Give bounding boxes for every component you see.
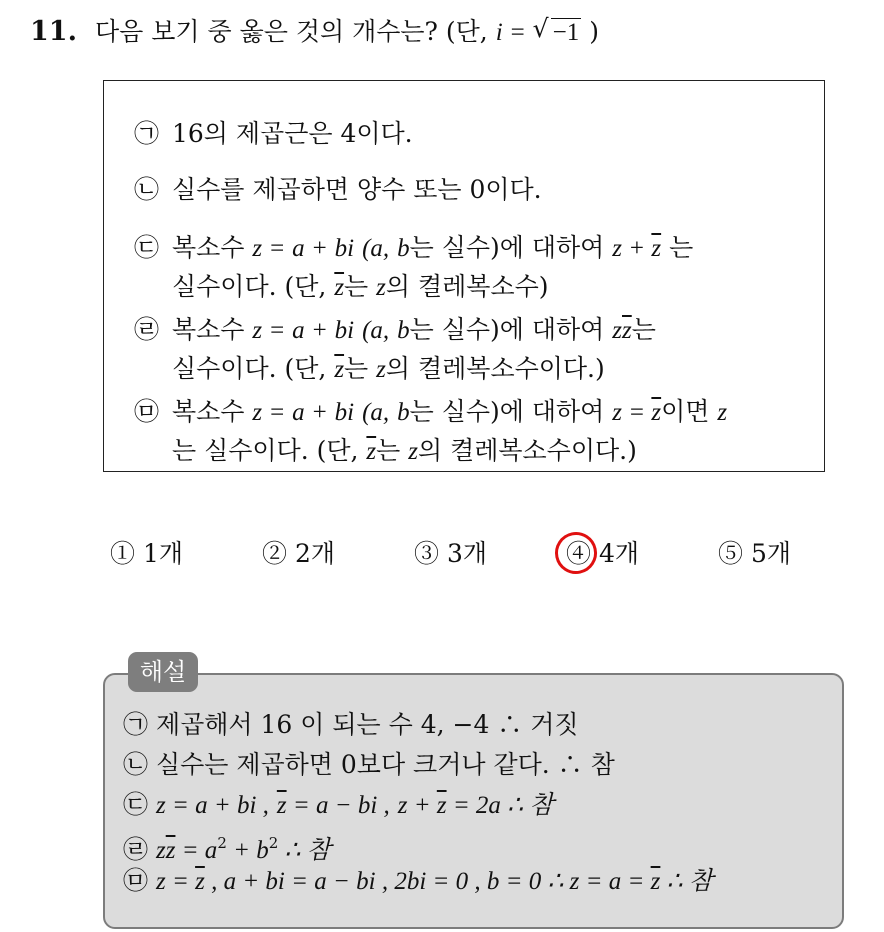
statement-text: 는 실수이다. (단,: [172, 436, 359, 465]
solution-math: , a + bi = a − bi , 2bi = 0 , b = 0 ∴ z = a =: [204, 868, 651, 895]
z-conjugate: $\overline{z}$: [366, 438, 377, 465]
statement-text: 는 실수)에 대하여: [409, 233, 605, 262]
plus-sign: +: [312, 399, 327, 426]
solution-tag: 해설: [128, 652, 198, 692]
statement-mark: ㉡: [134, 175, 160, 204]
var-bi: bi: [334, 235, 355, 262]
statement-text: 는: [669, 233, 694, 262]
solution-box: [103, 673, 844, 929]
solution-math: = a: [175, 837, 218, 864]
question-text: 다음 보기 중 옳은 것의 개수는? (단,: [94, 17, 488, 46]
statement-text: 는 실수)에 대하여: [409, 397, 605, 426]
statements-box: [103, 80, 825, 472]
choice-2[interactable]: ② 2개: [262, 539, 336, 568]
var-z: z: [717, 399, 728, 426]
solution-math: z =: [155, 868, 196, 895]
var-z: z: [376, 356, 386, 383]
statement-4: [134, 311, 656, 389]
solution-line-5: [123, 863, 713, 900]
statement-text: 실수이다. (단,: [172, 272, 327, 301]
var-z: z: [376, 274, 386, 301]
paren-a: (a,: [362, 235, 390, 262]
solution-mark: ㉢: [123, 790, 149, 819]
var-z: z: [252, 317, 263, 344]
z-conjugate: $\overline{z}$: [622, 317, 632, 344]
z-conjugate: $\overline{z}$: [651, 399, 662, 426]
statement-text: 복소수: [172, 397, 245, 426]
var-z: z: [252, 399, 263, 426]
paren-a: (a,: [362, 399, 390, 426]
solution-mark: ㉤: [123, 866, 149, 895]
var-b: b: [397, 235, 410, 262]
statement-text: 복소수: [172, 233, 245, 262]
var-z: z: [155, 837, 166, 864]
z-conjugate: $\overline{z}$: [276, 792, 287, 819]
statement-text: 이면: [661, 397, 710, 426]
z-conjugate: $\overline{z}$: [650, 868, 661, 895]
paren-a: (a,: [362, 317, 390, 344]
z-conjugate: $\overline{z}$: [334, 274, 345, 301]
z-conjugate: $\overline{z}$: [195, 868, 205, 895]
radical-sign: √: [532, 14, 549, 43]
choice-3[interactable]: ③ 3개: [414, 539, 488, 568]
var-a: a: [292, 235, 305, 262]
solution-line-1: ㉠ 제곱해서 16 이 되는 수 4, −4 ∴ 거짓: [123, 710, 579, 739]
eq-sign: =: [270, 317, 285, 344]
statement-text: 복소수: [172, 315, 245, 344]
statement-mark: ㉢: [134, 233, 160, 262]
solution-math: = a − bi ,: [286, 792, 390, 819]
statement-text: 의 켤레복소수): [385, 272, 549, 301]
statement-text: 는 실수)에 대하여: [409, 315, 605, 344]
var-bi: bi: [334, 399, 355, 426]
z-equals: z =: [612, 399, 652, 426]
statement-text: 의 켤레복소수이다.): [417, 436, 637, 465]
statement-text: 실수이다. (단,: [172, 354, 327, 383]
solution-math: ∴ 참: [278, 837, 331, 864]
imag-unit: i: [495, 19, 503, 46]
statement-text: 는: [631, 315, 656, 344]
statement-1: [134, 115, 413, 153]
z-conjugate: $\overline{z}$: [334, 356, 345, 383]
eq-sign: =: [270, 235, 285, 262]
choice-1[interactable]: ① 1개: [110, 539, 184, 568]
statement-2: [134, 171, 542, 209]
plus-sign: +: [312, 317, 327, 344]
var-z: z: [252, 235, 263, 262]
statement-continuation: [134, 432, 727, 471]
solution-math: ∴ 참: [660, 868, 713, 895]
solution-line-3: [123, 787, 554, 824]
z-conjugate: $\overline{z}$: [436, 792, 447, 819]
exponent: 2: [268, 834, 279, 852]
choice-5[interactable]: ⑤ 5개: [718, 539, 792, 568]
statement-text: 는: [376, 436, 401, 465]
solution-math: + b: [226, 837, 269, 864]
var-b: b: [397, 317, 410, 344]
solution-mark: ㉣: [123, 835, 149, 864]
question-stem: [30, 14, 599, 51]
var-a: a: [292, 399, 305, 426]
statement-5: [134, 393, 727, 471]
radicand: −1: [552, 19, 580, 46]
choice-4[interactable]: ④ 4개: [566, 539, 640, 568]
solution-line-2: ㉡ 실수는 제곱하면 0보다 크거나 같다. ∴ 참: [123, 750, 615, 779]
plus-sign: +: [312, 235, 327, 262]
statement-continuation: [134, 268, 693, 307]
equals-sign: =: [510, 19, 525, 46]
solution-math: = 2a ∴ 참: [446, 792, 554, 819]
statement-mark: ㉤: [134, 397, 160, 426]
var-bi: bi: [334, 317, 355, 344]
z-conjugate: $\overline{z}$: [165, 837, 176, 864]
solution-math: z +: [397, 792, 437, 819]
statement-text: 의 켤레복소수이다.): [385, 354, 605, 383]
exponent: 2: [217, 834, 227, 852]
solution-math: z = a + bi ,: [155, 792, 269, 819]
z-plus: z +: [612, 235, 652, 262]
close-paren: ): [589, 17, 599, 46]
statement-mark: ㉣: [134, 315, 160, 344]
z-conjugate: $\overline{z}$: [651, 235, 662, 262]
var-a: a: [292, 317, 305, 344]
var-b: b: [397, 399, 410, 426]
statement-continuation: [134, 350, 656, 389]
eq-sign: =: [270, 399, 285, 426]
question-number: 11.: [30, 16, 77, 47]
var-z: z: [612, 317, 622, 344]
sqrt-expression: [533, 14, 582, 51]
statement-text: 실수를 제곱하면 양수 또는 0이다.: [172, 175, 542, 204]
statement-text: 는: [344, 272, 369, 301]
statement-text: 16의 제곱근은 4이다.: [172, 119, 413, 148]
statement-mark: ㉠: [134, 119, 160, 148]
var-z: z: [408, 438, 418, 465]
statement-3: [134, 229, 693, 307]
answer-choices: [0, 532, 884, 576]
statement-text: 는: [344, 354, 369, 383]
